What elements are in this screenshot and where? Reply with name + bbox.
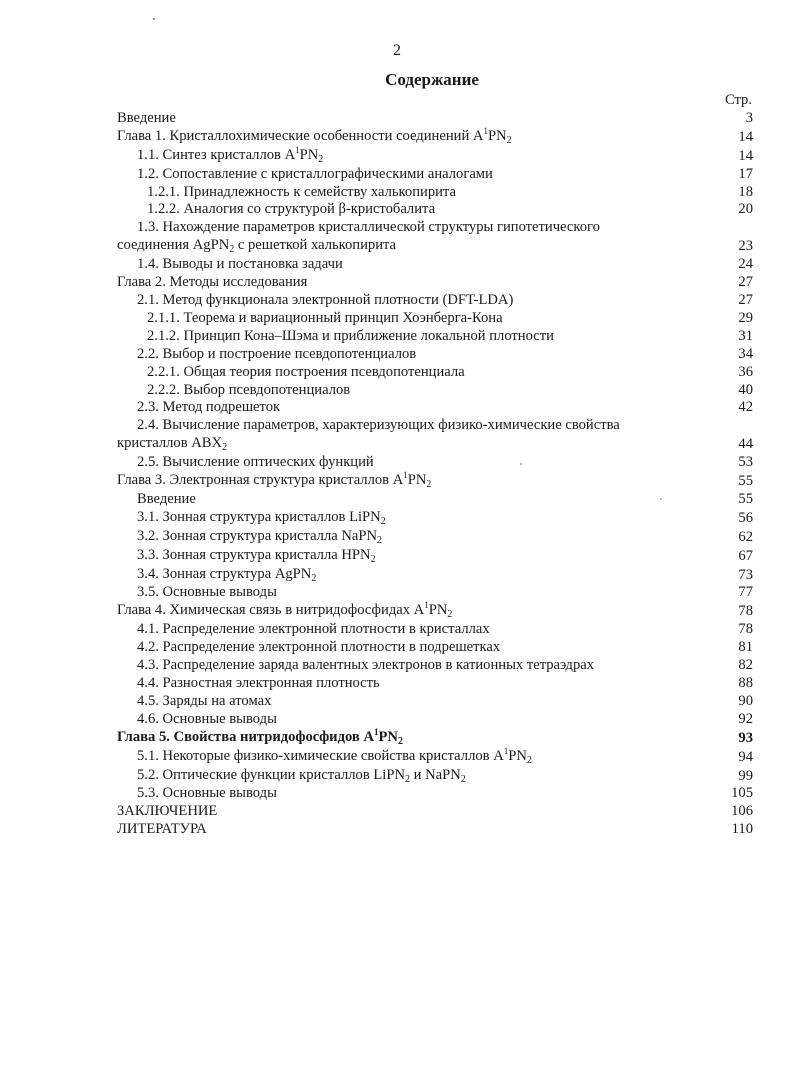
toc-entry-label: 2.3. Метод подрешеток [137,399,281,416]
toc-entry [117,547,753,566]
toc-entry [117,621,753,639]
toc-entry-label: соединения AgPN$_2$ с решеткой халькопирита [117,237,397,256]
toc-entry-label: 4.6. Основные выводы [137,710,277,727]
toc-entry [117,639,753,657]
toc-entry-page: 106 [731,803,753,820]
toc-entry-page: 99 [738,767,753,784]
toc-entry [117,219,753,237]
toc-entry-page: 17 [738,165,753,182]
toc-entry-page: 23 [738,238,753,255]
toc-entry [117,256,753,274]
toc-entry-label: Введение [117,109,176,126]
toc-entry-label: Введение [137,490,196,507]
toc-entry-label: 1.1. Синтез кристаллов $A^1PN_2$ [137,144,324,165]
toc-entry-page: 55 [738,473,753,490]
toc-entry [117,821,753,839]
toc-entry-label: 1.3. Нахождение параметров кристаллической структуры гипотетического [137,219,600,236]
toc-entry-page: 62 [738,528,753,545]
toc-entry [117,767,753,786]
toc-entry [117,364,753,382]
toc-entry-page: 81 [738,639,753,656]
toc-entry-label: ЗАКЛЮЧЕНИЕ [117,803,218,820]
toc-entry [117,657,753,675]
toc-entry-page: 40 [738,381,753,398]
toc-title: Содержание [385,70,479,89]
toc-entry-label: 4.2. Распределение электронной плотности в подрешетках [137,639,501,656]
toc-entry [117,201,753,219]
toc-entry [117,274,753,292]
toc-entry [117,584,753,602]
toc-entry-page: 94 [738,748,753,765]
toc-entry-label: 4.4. Разностная электронная плотность [137,675,380,691]
toc-entry [117,382,753,400]
toc-entry-page: 53 [738,454,753,471]
toc-entry [117,785,753,803]
toc-entry-label: 4.1. Распределение электронной плотности в кристаллах [137,621,490,638]
toc-entry-page: 36 [738,363,753,380]
toc-entry-page: 56 [738,509,753,526]
toc-entry-label: ЛИТЕРАТУРА [117,821,207,838]
toc-entry [117,399,753,417]
toc-entry-page: 82 [738,657,753,674]
scan-speck [153,18,155,20]
toc-entry-page: 29 [738,309,753,326]
toc-entry-page: 3 [745,109,753,126]
toc-entry-label: 2.1.1. Теорема и вариационный принцип Хоэнберга-Кона [147,309,503,326]
toc-entry-page: 14 [738,128,753,145]
toc-entry-label: 5.2. Оптические функции кристаллов LiPN$_2$ и NaPN$_2$ [137,766,466,785]
toc-entry-label: Глава 5. Свойства нитридофосфидов $A^1PN_2$ [117,726,403,747]
toc-entry-label: 2.2. Выбор и построение псевдопотенциалов [137,345,417,362]
toc-entry-label: 3.2. Зонная структура кристалла NaPN$_2$ [137,527,383,546]
page-column-header: Стр. [724,92,752,108]
toc-entry-label: 5.3. Основные выводы [137,785,277,802]
toc-entry [117,726,753,748]
toc-entry [117,803,753,821]
toc-entry-label: 3.5. Основные выводы [137,584,277,601]
toc-entry-label: 3.1. Зонная структура кристаллов LiPN$_2$ [137,508,386,527]
toc-entry-page: 24 [738,256,753,273]
toc-entry-page: 34 [738,345,753,362]
toc-entry-page: 67 [738,547,753,564]
toc-entry-label: 5.1. Некоторые физико-химические свойства кристаллов $A^1PN_2$ [137,745,532,766]
toc-entry-page: 27 [738,274,753,291]
toc-entry-page: 93 [738,729,753,746]
toc-entry-label: 4.5. Заряды на атомах [137,692,272,709]
toc-entry [117,310,753,328]
toc-entry [117,693,753,711]
toc-entry [117,528,753,547]
toc-entry [117,491,753,509]
toc-entry [117,292,753,310]
toc-entry-label: 2.2.1. Общая теория построения псевдопотенциала [147,363,465,380]
toc-entry-label: 2.1.2. Принцип Кона–Шэма и приближение локальной плотности [147,327,554,344]
toc-entry-label: 2.1. Метод функционала электронной плотности (DFT-LDA) [137,291,514,308]
toc-entry [117,237,753,256]
toc-entry [117,346,753,364]
table-of-contents [117,92,753,839]
toc-entry-page: 78 [738,621,753,638]
toc-entry-label: Глава 2. Методы исследования [117,274,308,291]
toc-entry [117,166,753,184]
toc-entry-page: 18 [738,183,753,200]
toc-entry [117,328,753,346]
toc-entries [117,110,753,839]
toc-entry-page: 105 [731,785,753,802]
toc-entry-label: кристаллов $ABX_2$ [117,435,228,454]
toc-entry-page: 92 [738,710,753,727]
toc-entry-label: 1.4. Выводы и постановка задачи [137,256,343,273]
toc-entry [117,509,753,528]
toc-entry-label: Глава 1. Кристаллохимические особенности соединений $A^1PN_2$ [117,125,512,146]
toc-entry [117,184,753,202]
toc-entry-label: 2.5. Вычисление оптических функций [137,454,374,471]
toc-entry-page: 78 [738,603,753,620]
toc-entry-page: 73 [738,566,753,583]
toc-entry-label: 1.2. Сопоставление с кристаллографическими аналогами [137,165,493,182]
toc-entry [117,435,753,454]
toc-entry-page: 27 [738,291,753,308]
toc-entry-label: 2.2.2. Выбор псевдопотенциалов [147,381,351,398]
toc-entry-page: 88 [738,675,753,691]
toc-entry-page: 110 [731,821,753,838]
toc-entry [117,110,753,128]
toc-entry [117,125,753,147]
toc-entry [117,566,753,585]
toc-entry [117,745,753,767]
toc-entry [117,602,753,621]
toc-entry-page: 14 [738,147,753,164]
toc-entry-page: 42 [738,399,753,416]
toc-entry [117,417,753,435]
toc-entry-label: Глава 3. Электронная структура кристаллов $A^1PN_2$ [117,470,432,491]
toc-entry-label: 2.4. Вычисление параметров, характеризующих физико-химические свойства [137,417,620,434]
page-number: 2 [393,42,401,59]
toc-entry-page: 44 [738,436,753,453]
toc-entry [117,472,753,491]
toc-entry-label: 1.2.1. Принадлежность к семейству халькопирита [147,183,456,200]
toc-entry-label: 4.3. Распределение заряда валентных электронов в катионных тетраэдрах [137,657,595,674]
toc-entry-page: 77 [738,584,753,601]
toc-entry-label: 1.2.2. Аналогия со структурой β-кристобалита [147,201,436,218]
toc-entry-page: 90 [738,692,753,709]
toc-entry-label: 3.3. Зонная структура кристалла $HPN_2$ [137,546,376,565]
toc-entry [117,675,753,693]
toc-entry-label: 3.4. Зонная структура AgPN$_2$ [137,565,317,584]
toc-entry-page: 55 [738,490,753,507]
toc-entry-label: Глава 4. Химическая связь в нитридофосфидах $A^1PN_2$ [117,600,453,621]
toc-entry-page: 20 [738,201,753,218]
toc-entry [117,711,753,729]
toc-entry [117,454,753,472]
toc-entry [117,144,753,166]
toc-entry-page: 31 [738,327,753,344]
